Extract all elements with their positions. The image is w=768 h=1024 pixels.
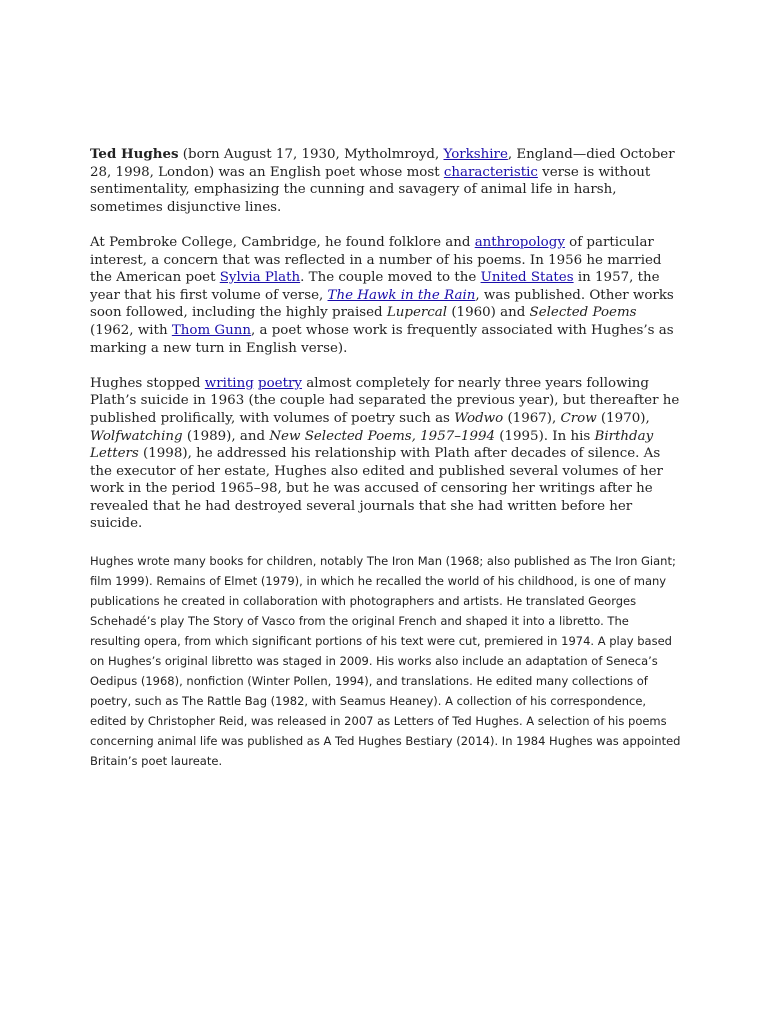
link-poetry[interactable]: poetry — [258, 375, 302, 391]
link-sylvia-plath[interactable]: Sylvia Plath — [219, 270, 301, 286]
title-selected-poems: Selected Poems — [529, 305, 637, 321]
link-yorkshire[interactable]: Yorkshire — [443, 147, 508, 162]
intro-paragraph: Ted Hughes (born August 17, 1930, Mytholmroyd, Yorkshire, England—died October 28, 1998, London) was an English poet whose most characteristic verse is without sentimentality, emphasizing the cunning and savagery of animal life in harsh, sometimes disjunctive lines. — [90, 146, 675, 215]
subject-name: Ted Hughes — [90, 146, 179, 162]
link-thom-gunn[interactable]: Thom Gunn — [171, 322, 251, 338]
title-lupercal: Lupercal — [386, 305, 448, 321]
title-wodwo: Wodwo — [454, 410, 504, 426]
career-paragraph: At Pembroke College, Cambridge, he found folklore and anthropology of particular interest, a concern that was reflected in a number of his poems. In 1956 he married the American poet Sylvia Plath. The couple moved to the United States in 1957, the year that his first volume of verse, The Hawk in the Rain, was published. Other works soon followed, including the highly praised Lupercal (1960) and Selected Poems (1962, with Thom Gunn, a poet whose work is frequently associated with Hughes’s as marking a new turn in English verse). — [90, 234, 674, 356]
link-hawk-in-the-rain[interactable]: The Hawk in the Rain — [327, 287, 476, 303]
document-page — [90, 146, 682, 771]
childrens-books-paragraph: Hughes wrote many books for children, notably The Iron Man (1968; also published as The Iron Giant; film 1999). Remains of Elmet (1979), in which he recalled the world of his childhood, is one of many publications he created in collaboration with photographers and artists. He translated Georges Schehadé’s play The Story of Vasco from the original French and shaped it into a libretto. The resulting opera, from which significant portions of his text were cut, premiered in 1974. A play based on Hughes’s original libretto was staged in 2009. His works also include an adaptation of Seneca’s Oedipus (1968), nonfiction (Winter Pollen, 1994), and translations. He edited many collections of poetry, such as The Rattle Bag (1982, with Seamus Heaney). A collection of his correspondence, edited by Christopher Reid, was released in 2007 as Letters of Ted Hughes. A selection of his poems concerning animal life was published as A Ted Hughes Bestiary (2014). In 1984 Hughes was appointed Britain’s poet laureate. — [90, 553, 681, 768]
link-united-states[interactable]: United States — [480, 270, 574, 286]
later-work-paragraph: Hughes stopped writing poetry almost completely for nearly three years following Plath’s suicide in 1963 (the couple had separated the previous year), but thereafter he published prolifically, with volumes of poetry such as Wodwo (1967), Crow (1970), Wolfwatching (1989), and New Selected Poems, 1957–1994 (1995). In his Birthday Letters (1998), he addressed his relationship with Plath after decades of silence. As the executor of her estate, Hughes also edited and published several volumes of her work in the period 1965–98, but he was accused of censoring her writings after he revealed that he had destroyed several journals that she had written before her suicide. — [90, 375, 680, 532]
link-characteristic[interactable]: characteristic — [443, 164, 538, 180]
title-new-selected-poems: New Selected Poems, 1957–1994 — [269, 428, 496, 444]
link-anthropology[interactable]: anthropology — [474, 234, 565, 250]
title-crow: Crow — [560, 410, 597, 426]
title-birthday-letters: Birthday Letters — [90, 428, 654, 462]
link-writing[interactable]: writing — [204, 375, 254, 391]
title-wolfwatching: Wolfwatching — [90, 428, 183, 444]
